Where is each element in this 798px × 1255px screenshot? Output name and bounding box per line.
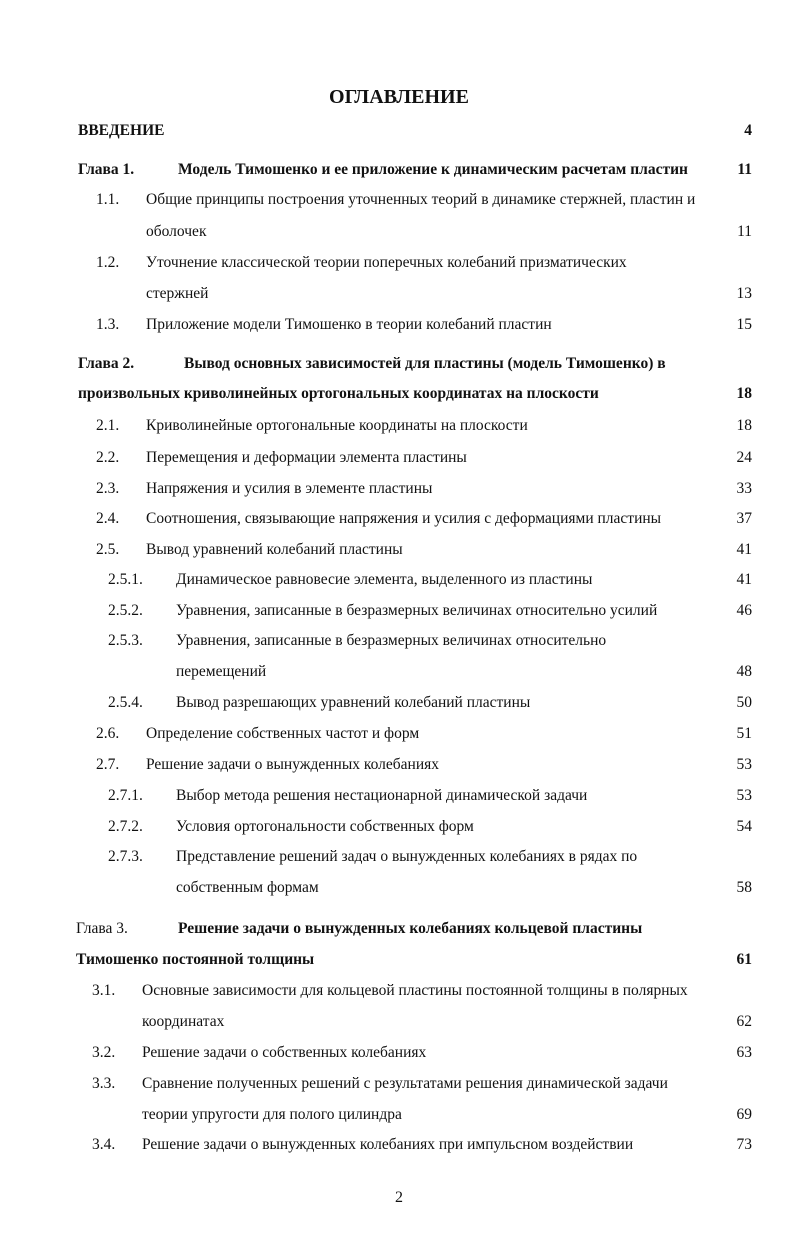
entry-page: 53 <box>736 787 752 804</box>
entry-page: 62 <box>736 1013 752 1030</box>
chapter-number: Глава 2. <box>78 355 135 372</box>
entry-page: 4 <box>744 122 752 139</box>
toc-entry-3-1-cont[interactable] <box>142 1011 752 1033</box>
toc-title: ОГЛАВЛЕНИЕ <box>329 86 469 108</box>
toc-entry-chapter-3-cont[interactable] <box>76 949 752 971</box>
section-number: 1.1. <box>96 191 120 208</box>
entry-text: Решение задачи о вынужденных колебаниях <box>146 756 440 773</box>
entry-text: Выбор метода решения нестационарной динамической задачи <box>176 787 588 804</box>
section-number: 2.5. <box>96 541 120 558</box>
entry-page: 63 <box>736 1044 752 1061</box>
section-number: 2.5.4. <box>108 694 143 711</box>
toc-entry-3-1[interactable] <box>142 980 752 1002</box>
toc-entry-1-1-cont[interactable] <box>146 221 752 243</box>
entry-text: координатах <box>142 1013 225 1030</box>
entry-text: Вывод основных зависимостей для пластины (модель Тимошенко) в <box>184 355 666 372</box>
entry-page: 51 <box>736 725 752 742</box>
toc-entry-3-3-cont[interactable] <box>142 1104 752 1126</box>
entry-page: 18 <box>736 417 752 434</box>
entry-text: Представление решений задач о вынужденных колебаниях в рядах по <box>176 848 638 865</box>
entry-page: 53 <box>736 756 752 773</box>
section-number: 2.5.2. <box>108 602 143 619</box>
entry-page: 58 <box>736 879 752 896</box>
entry-text: Вывод разрешающих уравнений колебаний пластины <box>176 694 531 711</box>
entry-text: оболочек <box>146 223 207 240</box>
section-number: 2.7.1. <box>108 787 143 804</box>
entry-text: Основные зависимости для кольцевой пластины постоянной толщины в полярных <box>142 982 688 999</box>
toc-entry-2-5[interactable] <box>146 539 752 561</box>
toc-entry-2-2[interactable] <box>146 447 752 469</box>
entry-text: теории упругости для полого цилиндра <box>142 1106 402 1123</box>
page-number: 2 <box>395 1189 403 1206</box>
entry-text: стержней <box>146 285 209 302</box>
entry-text: Модель Тимошенко и ее приложение к динамическим расчетам пластин <box>178 161 688 178</box>
chapter-number: Глава 1. <box>78 161 135 178</box>
toc-entry-chapter-1[interactable] <box>178 159 752 181</box>
entry-page: 24 <box>736 449 752 466</box>
chapter-number: Глава 3. <box>76 920 128 937</box>
entry-page: 48 <box>736 663 752 680</box>
toc-entry-1-3[interactable] <box>146 314 752 336</box>
toc-entry-2-5-3-cont[interactable] <box>176 661 752 683</box>
toc-entry-3-4[interactable] <box>142 1134 752 1156</box>
entry-page: 13 <box>736 285 752 302</box>
toc-entry-1-2[interactable] <box>146 252 752 274</box>
section-number: 2.7.2. <box>108 818 143 835</box>
entry-text: Тимошенко постоянной толщины <box>76 951 315 968</box>
entry-page: 50 <box>736 694 752 711</box>
entry-text: перемещений <box>176 663 267 680</box>
toc-entry-chapter-3[interactable] <box>178 918 752 940</box>
entry-text: Перемещения и деформации элемента пластины <box>146 449 467 466</box>
entry-text: Приложение модели Тимошенко в теории колебаний пластин <box>146 316 552 333</box>
section-number: 2.5.1. <box>108 571 143 588</box>
entry-text: Решение задачи о собственных колебаниях <box>142 1044 427 1061</box>
toc-entry-2-4[interactable] <box>146 508 752 530</box>
entry-text: Уравнения, записанные в безразмерных величинах относительно усилий <box>176 602 658 619</box>
entry-text: собственным формам <box>176 879 319 896</box>
entry-page: 33 <box>736 480 752 497</box>
entry-page: 18 <box>736 385 752 402</box>
toc-entry-1-1[interactable] <box>146 189 752 211</box>
section-number: 2.5.3. <box>108 632 143 649</box>
toc-entry-3-2[interactable] <box>142 1042 752 1064</box>
toc-entry-2-7-1[interactable] <box>176 785 752 807</box>
entry-page: 37 <box>736 510 752 527</box>
entry-page: 46 <box>736 602 752 619</box>
entry-text: Динамическое равновесие элемента, выделенного из пластины <box>176 571 593 588</box>
toc-entry-2-5-4[interactable] <box>176 692 752 714</box>
toc-entry-chapter-2-cont[interactable] <box>78 383 752 405</box>
toc-entry-2-5-1[interactable] <box>176 569 752 591</box>
section-number: 3.1. <box>92 982 116 999</box>
toc-entry-2-5-2[interactable] <box>176 600 752 622</box>
toc-entry-2-5-3[interactable] <box>176 630 752 652</box>
toc-entry-2-7-3-cont[interactable] <box>176 877 752 899</box>
section-number: 2.1. <box>96 417 120 434</box>
entry-text: ВВЕДЕНИЕ <box>78 122 165 139</box>
entry-page: 15 <box>736 316 752 333</box>
entry-page: 11 <box>737 223 752 240</box>
section-number: 3.4. <box>92 1136 116 1153</box>
section-number: 2.6. <box>96 725 120 742</box>
entry-page: 61 <box>736 951 752 968</box>
toc-entry-2-1[interactable] <box>146 415 752 437</box>
entry-text: Напряжения и усилия в элементе пластины <box>146 480 433 497</box>
toc-entry-3-3[interactable] <box>142 1073 752 1095</box>
section-number: 2.2. <box>96 449 120 466</box>
entry-text: произвольных криволинейных ортогональных координатах на плоскости <box>78 385 599 402</box>
entry-text: Криволинейные ортогональные координаты на плоскости <box>146 417 528 434</box>
toc-entry-2-3[interactable] <box>146 478 752 500</box>
section-number: 3.2. <box>92 1044 116 1061</box>
entry-text: Определение собственных частот и форм <box>146 725 420 742</box>
toc-entry-2-6[interactable] <box>146 723 752 745</box>
entry-text: Общие принципы построения уточненных теорий в динамике стержней, пластин и <box>146 191 696 208</box>
section-number: 2.7. <box>96 756 120 773</box>
toc-entry-intro[interactable] <box>78 120 752 142</box>
entry-text: Уточнение классической теории поперечных колебаний призматических <box>146 254 627 271</box>
toc-entry-2-7[interactable] <box>146 754 752 776</box>
section-number: 1.2. <box>96 254 120 271</box>
entry-text: Уравнения, записанные в безразмерных величинах относительно <box>176 632 607 649</box>
entry-page: 11 <box>737 161 752 178</box>
entry-page: 73 <box>736 1136 752 1153</box>
entry-text: Соотношения, связывающие напряжения и усилия с деформациями пластины <box>146 510 662 527</box>
toc-entry-2-7-2[interactable] <box>176 816 752 838</box>
entry-text: Сравнение полученных решений с результатами решения динамической задачи <box>142 1075 668 1092</box>
entry-text: Вывод уравнений колебаний пластины <box>146 541 403 558</box>
toc-entry-1-2-cont[interactable] <box>146 283 752 305</box>
entry-text: Условия ортогональности собственных форм <box>176 818 474 835</box>
entry-page: 54 <box>736 818 752 835</box>
section-number: 1.3. <box>96 316 120 333</box>
section-number: 2.4. <box>96 510 120 527</box>
entry-text: Решение задачи о вынужденных колебаниях кольцевой пластины <box>178 920 643 937</box>
entry-text: Решение задачи о вынужденных колебаниях при импульсном воздействии <box>142 1136 634 1153</box>
entry-page: 41 <box>736 541 752 558</box>
toc-entry-chapter-2[interactable] <box>184 353 752 375</box>
entry-page: 41 <box>736 571 752 588</box>
section-number: 2.3. <box>96 480 120 497</box>
section-number: 3.3. <box>92 1075 116 1092</box>
entry-page: 69 <box>736 1106 752 1123</box>
toc-entry-2-7-3[interactable] <box>176 846 752 868</box>
section-number: 2.7.3. <box>108 848 143 865</box>
